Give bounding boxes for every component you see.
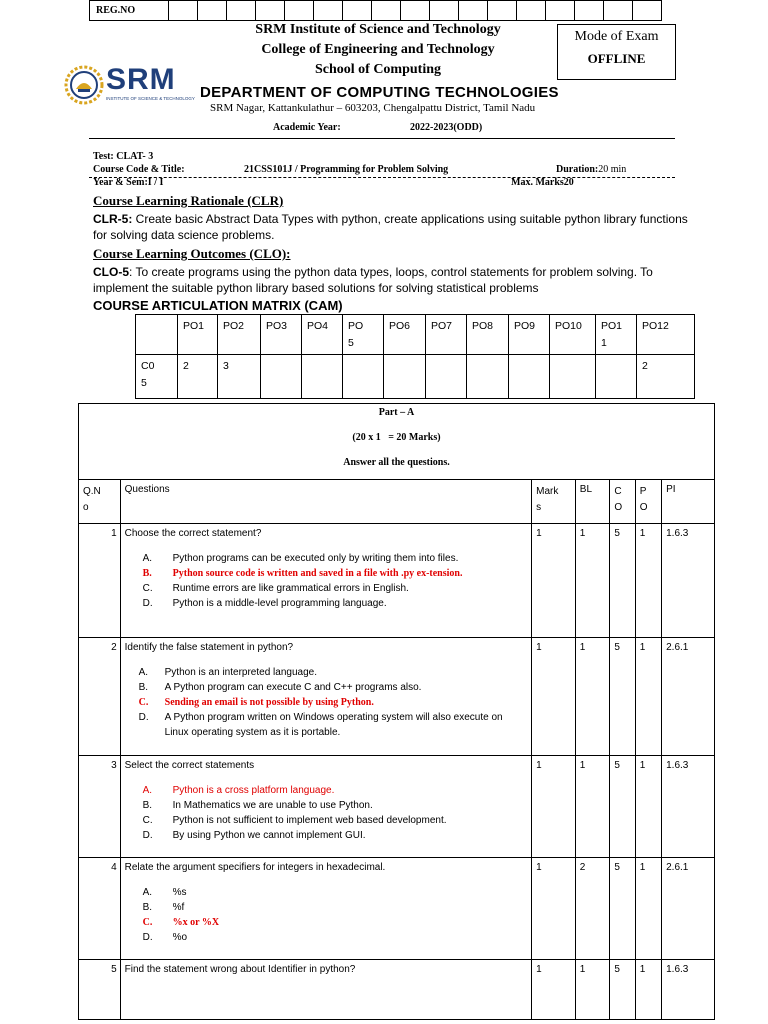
option-letter: A. [142,553,153,564]
cam-table [135,314,695,399]
col-qno: Q.N o [79,480,121,524]
option [143,798,527,813]
reg-no-box [285,1,314,21]
cam-value-cell [596,355,637,399]
option-text: Runtime errors are like grammatical errors in English. [172,583,409,594]
logo-subtext: INSTITUTE OF SCIENCE & TECHNOLOGY [106,96,195,101]
part-title: Part – A [378,407,415,418]
mode-of-exam-label: Mode of Exam [574,29,659,44]
question-co: 5 [610,524,635,638]
cam-header-row [136,315,695,355]
reg-no-box [372,1,401,21]
question-marks: 1 [532,858,576,960]
cam-value-cell: 3 [218,355,261,399]
option [139,665,527,680]
cam-value-cell: 2 [637,355,695,399]
option [143,900,527,915]
option-correct [143,566,527,581]
address: SRM Nagar, Kattankulathur – 603203, Chengalpattu District, Tamil Nadu [210,102,536,114]
option-letter: C. [142,917,153,928]
school-name: School of Computing [314,62,442,77]
option [143,551,527,566]
duration-label: Duration: [556,164,599,175]
option-letter: A. [142,887,153,898]
col-questions: Questions [120,480,531,524]
clr-code: CLR-5: [93,212,133,226]
question-bl: 1 [575,524,610,638]
question-po: 1 [635,638,661,756]
question-text: Identify the false statement in python? [124,642,294,653]
cam-value-cell: C0 5 [136,355,178,399]
option-text: A Python program written on Windows operating system will also execute on Linux operating system as it is portable. [164,712,503,738]
reg-no-box [604,1,633,21]
question-cell [120,524,531,638]
clr-paragraph [93,211,693,243]
cam-header-cell: PO3 [261,315,302,355]
cam-header-cell: PO9 [509,315,550,355]
question-row [79,524,715,638]
question-pi: 1.6.3 [662,960,715,1020]
cam-header-cell: PO1 1 [596,315,637,355]
option-text: In Mathematics we are unable to use Python. [172,800,373,811]
academic-year-value: 2022-2023(ODD) [410,122,483,133]
cam-heading: COURSE ARTICULATION MATRIX (CAM) [93,298,343,313]
question-number: 2 [79,638,121,756]
option-text: Python is a middle-level programming language. [172,598,387,609]
col-marks: Mark s [532,480,576,524]
option-letter: A. [142,785,153,796]
question-marks: 1 [532,638,576,756]
option-letter: D. [142,830,153,841]
reg-no-label: REG.NO [90,1,169,21]
question-row [79,638,715,756]
department-name: DEPARTMENT OF COMPUTING TECHNOLOGIES [200,84,559,101]
question-text: Relate the argument specifiers for integers in hexadecimal. [124,862,386,873]
part-instruction: Answer all the questions. [343,457,450,468]
cam-value-cell [384,355,426,399]
question-co: 5 [610,960,635,1020]
cam-value-cell [302,355,343,399]
question-text: Find the statement wrong about Identifier in python? [124,964,356,975]
reg-no-box [198,1,227,21]
option-letter: C. [138,697,149,708]
reg-no-box [459,1,488,21]
question-bl: 1 [575,638,610,756]
column-header-row [79,480,715,524]
cam-data-row [136,355,695,399]
question-po: 1 [635,858,661,960]
option [143,930,527,945]
cam-header-cell: PO10 [550,315,596,355]
cam-value-cell [509,355,550,399]
academic-year-label: Academic Year: [273,122,341,133]
question-cell [120,756,531,858]
option-text: Sending an email is not possible by using Python. [164,697,374,708]
institute-name: SRM Institute of Science and Technology [255,22,501,37]
cam-header-cell: PO2 [218,315,261,355]
option-letter: A. [138,667,149,678]
option-text: Python is an interpreted language. [164,667,317,678]
cam-header-cell: PO6 [384,315,426,355]
cam-value-cell [426,355,467,399]
reg-no-box [227,1,256,21]
question-cell [120,638,531,756]
col-co: C O [610,480,635,524]
reg-no-box [169,1,198,21]
option-letter: C. [142,815,153,826]
option-letter: B. [142,568,152,579]
question-pi: 1.6.3 [662,524,715,638]
col-bl: BL [575,480,610,524]
reg-no-box [546,1,575,21]
option-text: Python source code is written and saved in a file with .py ex-tension. [172,568,463,579]
option-letter: B. [138,682,149,693]
reg-no-box [488,1,517,21]
option [143,813,527,828]
cam-value-cell: 2 [178,355,218,399]
option-text: Python is a cross platform language. [172,785,335,796]
clo-code: CLO-5 [93,265,129,279]
question-row [79,756,715,858]
option [143,828,527,843]
cam-header-cell: PO1 [178,315,218,355]
option-text: By using Python we cannot implement GUI. [172,830,366,841]
option-letter: B. [142,800,153,811]
cam-header-cell [136,315,178,355]
college-name: College of Engineering and Technology [261,42,495,57]
option-text: %o [172,932,188,943]
question-co: 5 [610,638,635,756]
question-co: 5 [610,756,635,858]
question-pi: 2.6.1 [662,858,715,960]
questions-table [78,403,715,1020]
option [143,581,527,596]
reg-no-box [430,1,459,21]
question-po: 1 [635,960,661,1020]
question-row [79,960,715,1020]
logo-text: SRM [106,63,176,96]
cam-header-cell: PO 5 [343,315,384,355]
reg-no-box [575,1,604,21]
duration [556,164,626,175]
cam-header-cell: PO8 [467,315,509,355]
option [139,680,527,695]
reg-no-table [89,0,662,21]
question-bl: 2 [575,858,610,960]
question-row [79,858,715,960]
clo-text: : To create programs using the python data types, loops, control statements for problem solving. To implement the suitable python library based solutions for solving statistical problems [93,265,653,295]
option-correct [143,915,527,930]
srm-logo [64,63,200,107]
question-bl: 1 [575,756,610,858]
question-marks: 1 [532,960,576,1020]
option-correct [139,695,527,710]
cam-value-cell [343,355,384,399]
option-letter: D. [142,598,153,609]
option-text: Python is not sufficient to implement web based development. [172,815,447,826]
question-bl: 1 [575,960,610,1020]
question-text: Select the correct statements [124,760,255,771]
col-pi: PI [662,480,715,524]
question-number: 1 [79,524,121,638]
divider [89,138,675,139]
question-text: Choose the correct statement? [124,528,262,539]
clo-paragraph [93,264,693,296]
cam-value-cell [467,355,509,399]
option-correct [143,783,527,798]
question-marks: 1 [532,524,576,638]
option [139,710,527,740]
option [143,596,527,611]
question-po: 1 [635,524,661,638]
cam-value-cell [550,355,596,399]
reg-no-box [256,1,285,21]
clr-text: Create basic Abstract Data Types with python, create applications using suitable python library functions for solving data science problems. [93,212,688,242]
question-number: 5 [79,960,121,1020]
reg-no-box [314,1,343,21]
course-title: 21CSS101J / Programming for Problem Solving [244,164,449,175]
mode-of-exam-box [557,24,676,80]
option-text: %f [172,902,185,913]
test-name: Test: CLAT- 3 [93,151,154,162]
part-a-header [79,404,715,480]
cam-header-cell: PO12 [637,315,695,355]
question-number: 4 [79,858,121,960]
question-cell [120,858,531,960]
mode-of-exam-value: OFFLINE [587,51,646,66]
option-letter: B. [142,902,153,913]
srm-emblem-icon [64,65,104,105]
year-sem: Year & Sem:I / I [93,177,164,188]
col-po: P O [635,480,661,524]
cam-header-cell: PO4 [302,315,343,355]
option-text: A Python program can execute C and C++ programs also. [164,682,422,693]
question-po: 1 [635,756,661,858]
option-letter: D. [138,712,149,723]
reg-no-box [633,1,662,21]
option-text: %s [172,887,187,898]
divider [89,177,675,178]
part-marks: (20 x 1 = 20 Marks) [352,432,441,443]
max-marks: Max. Marks20 [511,177,574,188]
option-letter: C. [142,583,153,594]
duration-value: 20 min [598,164,627,175]
question-marks: 1 [532,756,576,858]
option-text: Python programs can be executed only by writing them into files. [172,553,459,564]
option [143,885,527,900]
question-pi: 1.6.3 [662,756,715,858]
clo-heading: Course Learning Outcomes (CLO): [93,246,291,261]
reg-no-box [401,1,430,21]
question-cell [120,960,531,1020]
course-label: Course Code & Title: [93,164,185,175]
cam-header-cell: PO7 [426,315,467,355]
option-letter: D. [142,932,153,943]
clr-heading: Course Learning Rationale (CLR) [93,193,284,208]
cam-value-cell [261,355,302,399]
reg-no-box [343,1,372,21]
option-text: %x or %X [172,917,220,928]
reg-no-box [517,1,546,21]
question-pi: 2.6.1 [662,638,715,756]
question-co: 5 [610,858,635,960]
question-number: 3 [79,756,121,858]
